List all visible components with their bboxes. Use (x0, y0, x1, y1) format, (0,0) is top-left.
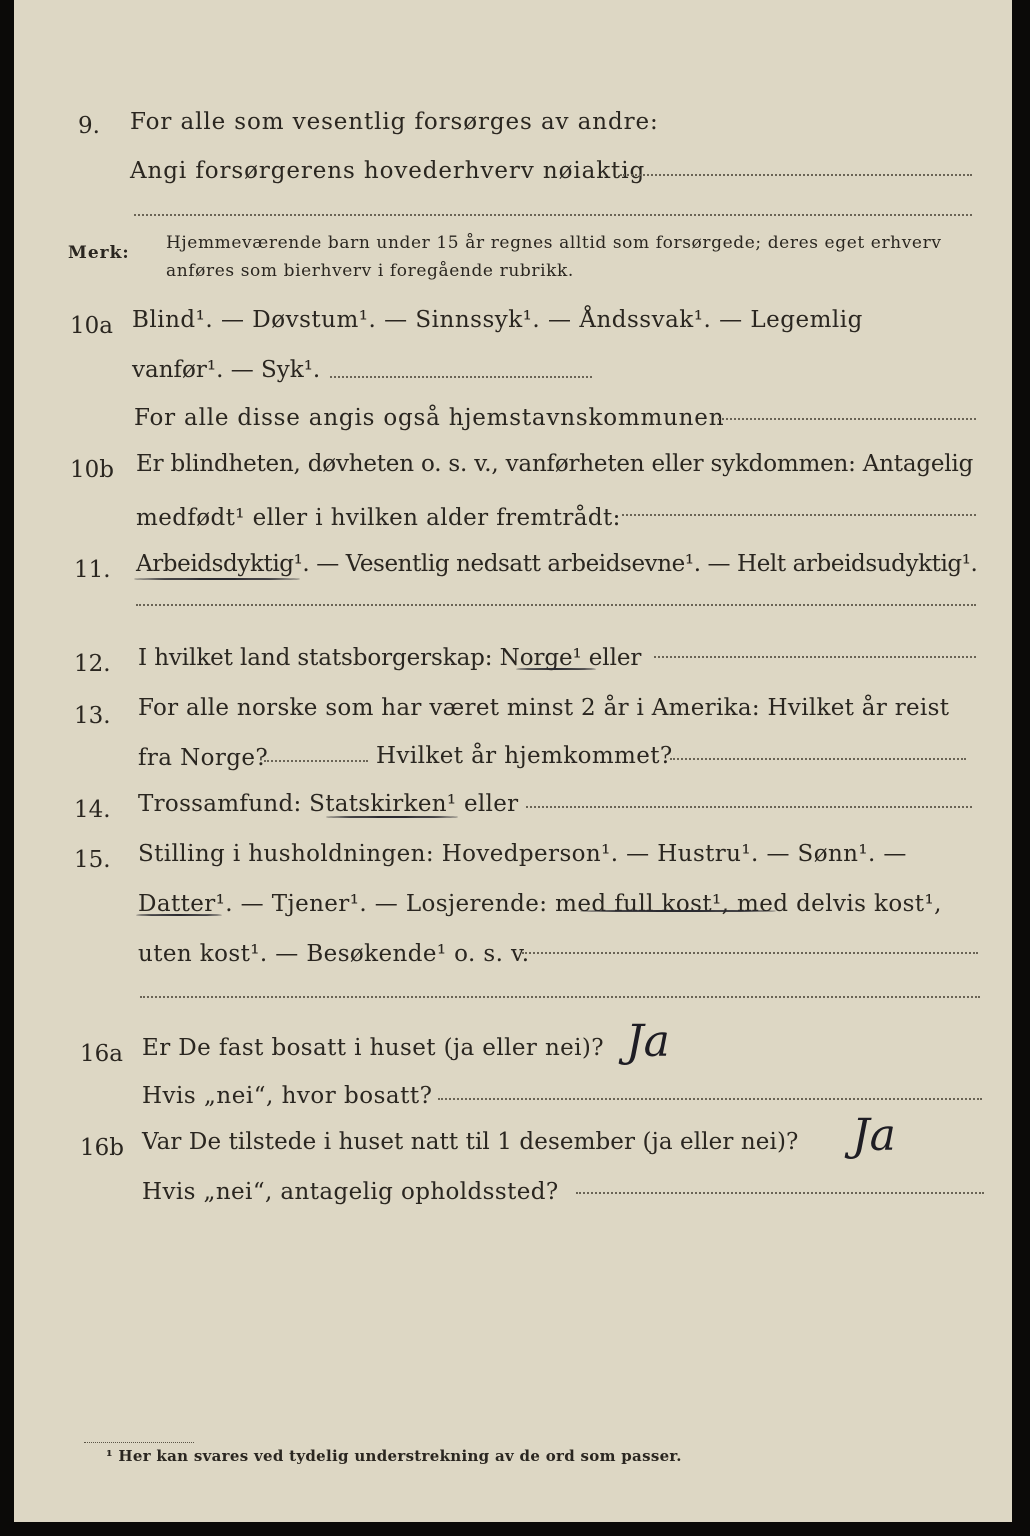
item-9-answer-line[interactable] (620, 174, 972, 176)
underline-norge (516, 668, 596, 670)
item-15-answer-line[interactable] (522, 952, 978, 954)
item-16a-handwritten-answer: Ja (626, 1016, 670, 1067)
item-16a-answer-line[interactable] (438, 1098, 982, 1100)
item-12-number: 12. (74, 651, 111, 677)
merk-label: Merk: (68, 243, 130, 263)
underline-arbeidsdyktig (134, 578, 300, 580)
item-10a-answer-line[interactable] (330, 376, 592, 378)
item-15-line3: uten kost¹. — Besøkende¹ o. s. v. (138, 941, 530, 967)
item-13-number: 13. (74, 703, 111, 729)
census-form-page (14, 0, 1012, 1522)
item-14-answer-line[interactable] (526, 806, 972, 808)
item-13-return-line[interactable] (670, 758, 966, 760)
item-10a-line1: Blind¹. — Døvstum¹. — Sinnssyk¹. — Åndssvak¹. — Legemlig (132, 307, 863, 333)
item-9-line1: For alle som vesentlig forsørges av andre: (130, 109, 659, 135)
item-15-line2: Datter¹. — Tjener¹. — Losjerende: med full kost¹, med delvis kost¹, (138, 891, 942, 917)
item-9-line2: Angi forsørgerens hovederhverv nøiaktig (130, 158, 646, 184)
item-14-number: 14. (74, 797, 111, 823)
item-10a-line3: For alle disse angis også hjemstavnskommunen (134, 405, 725, 431)
item-13-line2-a: fra Norge? (138, 745, 269, 771)
item-9-number: 9. (78, 113, 100, 139)
item-11-number: 11. (74, 557, 111, 583)
item-16b-handwritten-answer: Ja (852, 1110, 896, 1161)
item-13-line2-b: Hvilket år hjemkommet? (376, 743, 673, 769)
merk-line2: anføres som bierhverv i foregående rubrikk. (166, 261, 574, 281)
item-12-line1: I hvilket land statsborgerskap: Norge¹ eller (138, 645, 642, 671)
item-10b-answer-line[interactable] (622, 514, 976, 516)
item-10a-line2: vanfør¹. — Syk¹. (132, 357, 321, 383)
underline-datter (136, 914, 222, 916)
item-15-number: 15. (74, 847, 111, 873)
footnote-rule (84, 1442, 194, 1443)
item-16b-line1: Var De tilstede i huset natt til 1 desember (ja eller nei)? (142, 1129, 799, 1155)
item-10b-line1: Er blindheten, døvheten o. s. v., vanførheten eller sykdommen: Antagelig (136, 451, 974, 477)
underline-med-full-kost (580, 910, 776, 912)
merk-line1: Hjemmeværende barn under 15 år regnes alltid som forsørgede; deres eget erhverv (166, 233, 942, 253)
item-13-departure-line[interactable] (264, 760, 368, 762)
item-14-line1: Trossamfund: Statskirken¹ eller (138, 791, 519, 817)
item-16a-line2: Hvis „nei“, hvor bosatt? (142, 1083, 433, 1109)
footnote: ¹ Her kan svares ved tydelig understrekning av de ord som passer. (106, 1447, 682, 1465)
item-16a-line1: Er De fast bosatt i huset (ja eller nei)? (142, 1035, 605, 1061)
item-12-answer-line[interactable] (654, 656, 976, 658)
item-10a-municipality-line[interactable] (718, 418, 976, 420)
item-10b-line2: medfødt¹ eller i hvilken alder fremtrådt: (136, 505, 621, 531)
item-15-line1: Stilling i husholdningen: Hovedperson¹. — Hustru¹. — Sønn¹. — (138, 841, 907, 867)
item-9-extra-line[interactable] (134, 214, 972, 216)
item-16a-number: 16a (80, 1041, 123, 1067)
item-16b-number: 16b (80, 1135, 124, 1161)
item-11-line1: Arbeidsdyktig¹. — Vesentlig nedsatt arbeidsevne¹. — Helt arbeidsudyktig¹. (136, 551, 978, 577)
item-10a-number: 10a (70, 313, 113, 339)
item-15-extra-line[interactable] (140, 996, 980, 998)
item-16b-line2: Hvis „nei“, antagelig opholdssted? (142, 1179, 559, 1205)
item-13-line1: For alle norske som har været minst 2 år i Amerika: Hvilket år reist (138, 695, 950, 721)
item-16b-answer-line[interactable] (576, 1192, 984, 1194)
item-10b-number: 10b (70, 457, 114, 483)
item-11-extra-line[interactable] (136, 604, 976, 606)
underline-statskirken (326, 816, 458, 818)
